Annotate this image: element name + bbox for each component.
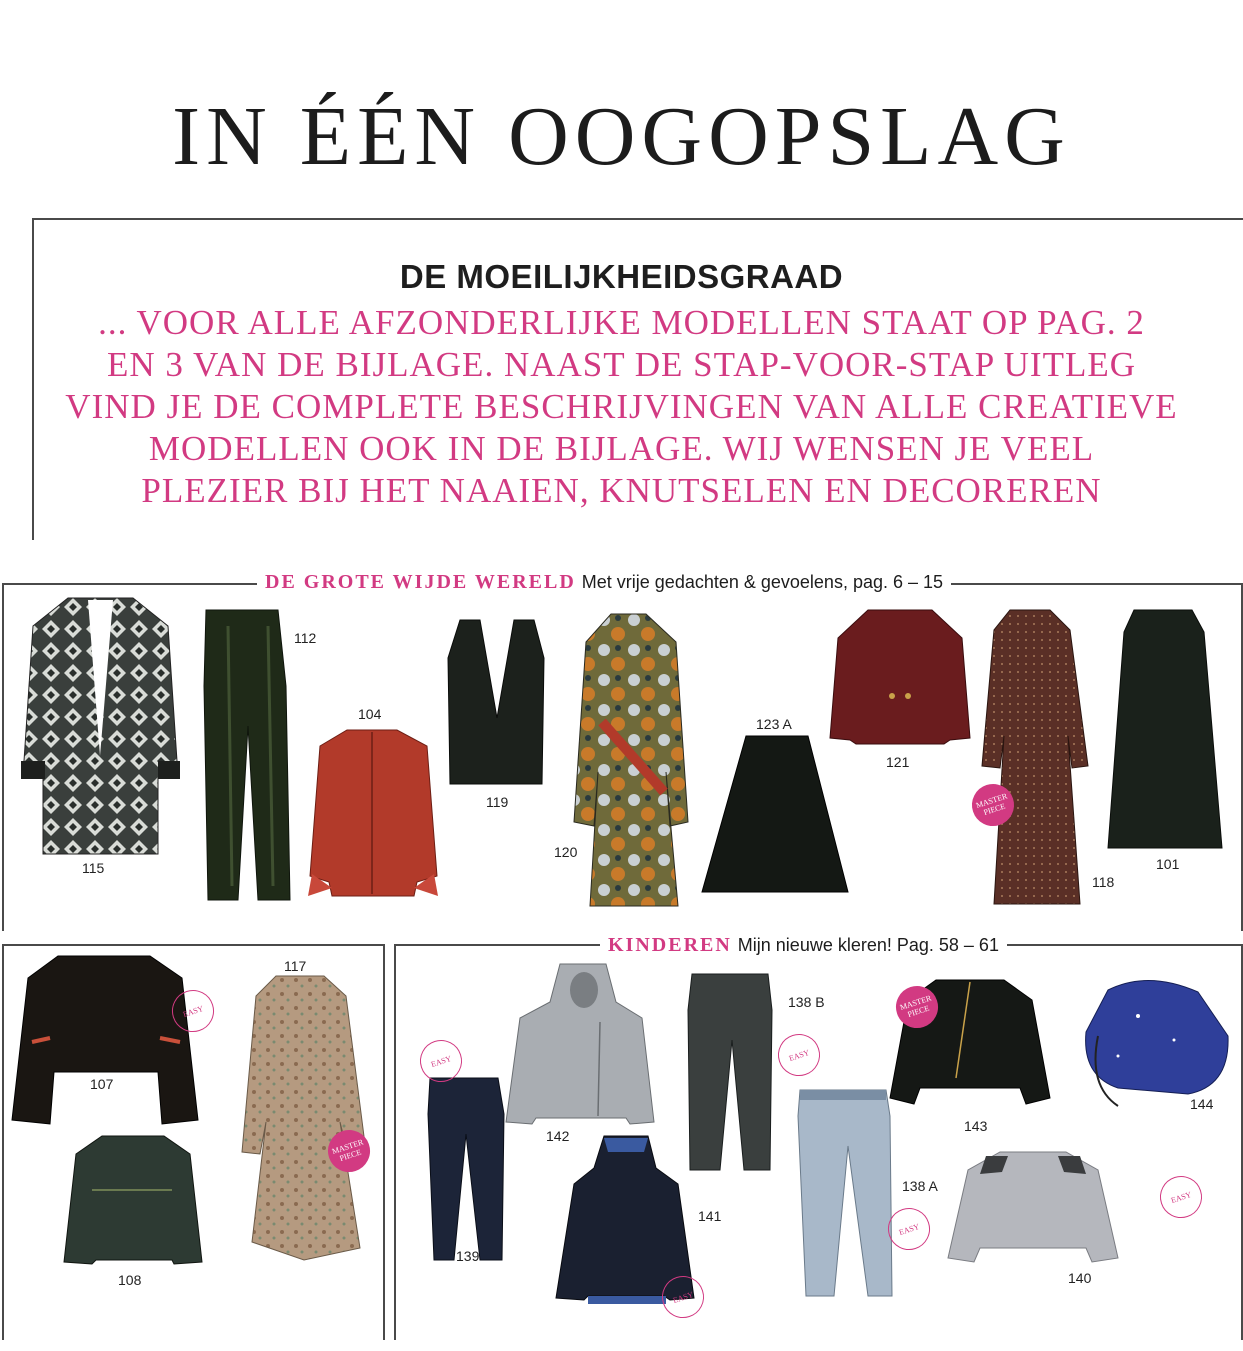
cape-illustration (1106, 608, 1224, 852)
intro-heading: DE MOEILIJKHEIDSGRAAD (399, 258, 844, 295)
intro-line: PLEZIER BIJ HET NAAIEN, KNUTSELEN EN DECOREREN (141, 471, 1102, 510)
coat-illustration (18, 596, 183, 858)
trousers-illustration (198, 606, 318, 906)
master-piece-badge: MASTER PIECE (323, 1125, 376, 1178)
maxi-dress-illustration (976, 606, 1104, 906)
section-header-wereld (257, 570, 951, 595)
section-subtitle: Mijn nieuwe kleren! Pag. 58 – 61 (737, 935, 999, 955)
sweater-illustration (946, 1148, 1120, 1298)
easy-badge: EASY (415, 1035, 468, 1088)
garment-101[interactable] (1106, 608, 1224, 872)
item-number: 144 (1190, 1096, 1214, 1112)
master-piece-badge: MASTER PIECE (891, 981, 944, 1034)
item-number: 140 (1068, 1270, 1092, 1286)
garment-121[interactable] (826, 608, 974, 772)
intro-text (0, 302, 1243, 512)
section-title: DE GROTE WIJDE WERELD (265, 571, 576, 593)
dress-illustration (566, 612, 696, 912)
page-title: IN ÉÉN OOGOPSLAG (172, 90, 1071, 183)
easy-badge: EASY (1155, 1171, 1208, 1224)
item-number: 108 (118, 1272, 142, 1288)
grey-hoodie-illustration (502, 962, 658, 1156)
light-jeans-illustration (794, 1086, 894, 1302)
garment-117[interactable] (236, 958, 376, 1262)
item-number: 143 (964, 1118, 988, 1134)
garment-144[interactable] (1078, 976, 1240, 1116)
section-subtitle: Met vrije gedachten & gevoelens, pag. 6 – 15 (581, 572, 944, 592)
fur-jacket-illustration (10, 952, 200, 1130)
item-number: 101 (1156, 856, 1180, 872)
garment-120[interactable] (554, 612, 696, 912)
item-number: 120 (554, 844, 578, 860)
item-number: 142 (546, 1128, 570, 1144)
floral-dress-illustration (236, 962, 376, 1262)
jeans-illustration (684, 970, 780, 1176)
item-number: 138 B (788, 994, 825, 1010)
item-number: 117 (284, 958, 307, 974)
backpack-illustration (1078, 976, 1240, 1116)
garment-108[interactable] (62, 1130, 204, 1294)
section-title: KINDEREN (608, 934, 732, 956)
leggings-illustration (424, 1074, 514, 1274)
garment-118[interactable] (976, 606, 1115, 906)
intro-line: ... VOOR ALLE AFZONDERLIJKE MODELLEN STAAT OP PAG. 2 (98, 303, 1145, 342)
jacket-illustration (826, 608, 974, 772)
item-number: 141 (698, 1208, 722, 1224)
easy-badge: EASY (167, 985, 220, 1038)
intro-line: EN 3 VAN DE BIJLAGE. NAAST DE STAP-VOOR-STAP UITLEG (107, 345, 1136, 384)
waistcoat-illustration (442, 618, 552, 814)
item-number: 112 (294, 630, 317, 646)
intro-line: VIND JE DE COMPLETE BESCHRIJVINGEN VAN ALLE CREATIEVE (65, 387, 1178, 426)
garment-140[interactable] (946, 1148, 1120, 1298)
intro-line: MODELLEN OOK IN DE BIJLAGE. WIJ WENSEN JE VEEL (148, 429, 1095, 468)
garment-115[interactable] (18, 596, 183, 876)
garment-107[interactable] (10, 952, 200, 1130)
blouse-illustration (302, 706, 444, 902)
easy-badge: EASY (773, 1029, 826, 1082)
item-number: 138 A (902, 1178, 938, 1194)
item-number: 104 (358, 706, 382, 722)
section-header-kinderen (600, 933, 1007, 958)
easy-badge: EASY (657, 1271, 710, 1324)
top-illustration (62, 1130, 204, 1294)
garment-112[interactable] (198, 606, 318, 906)
garment-119[interactable] (442, 618, 552, 814)
item-number: 121 (886, 754, 910, 770)
item-number: 119 (486, 794, 509, 810)
item-number: 107 (90, 1076, 114, 1092)
item-number: 123 A (756, 716, 792, 732)
easy-badge: EASY (883, 1203, 936, 1256)
garment-142[interactable] (502, 962, 658, 1156)
item-number: 115 (82, 860, 105, 876)
garment-139[interactable] (424, 1074, 514, 1274)
garment-104[interactable] (302, 706, 444, 902)
item-number: 118 (1092, 874, 1115, 890)
item-number: 139 (456, 1248, 480, 1264)
master-piece-badge: MASTER PIECE (967, 779, 1020, 832)
